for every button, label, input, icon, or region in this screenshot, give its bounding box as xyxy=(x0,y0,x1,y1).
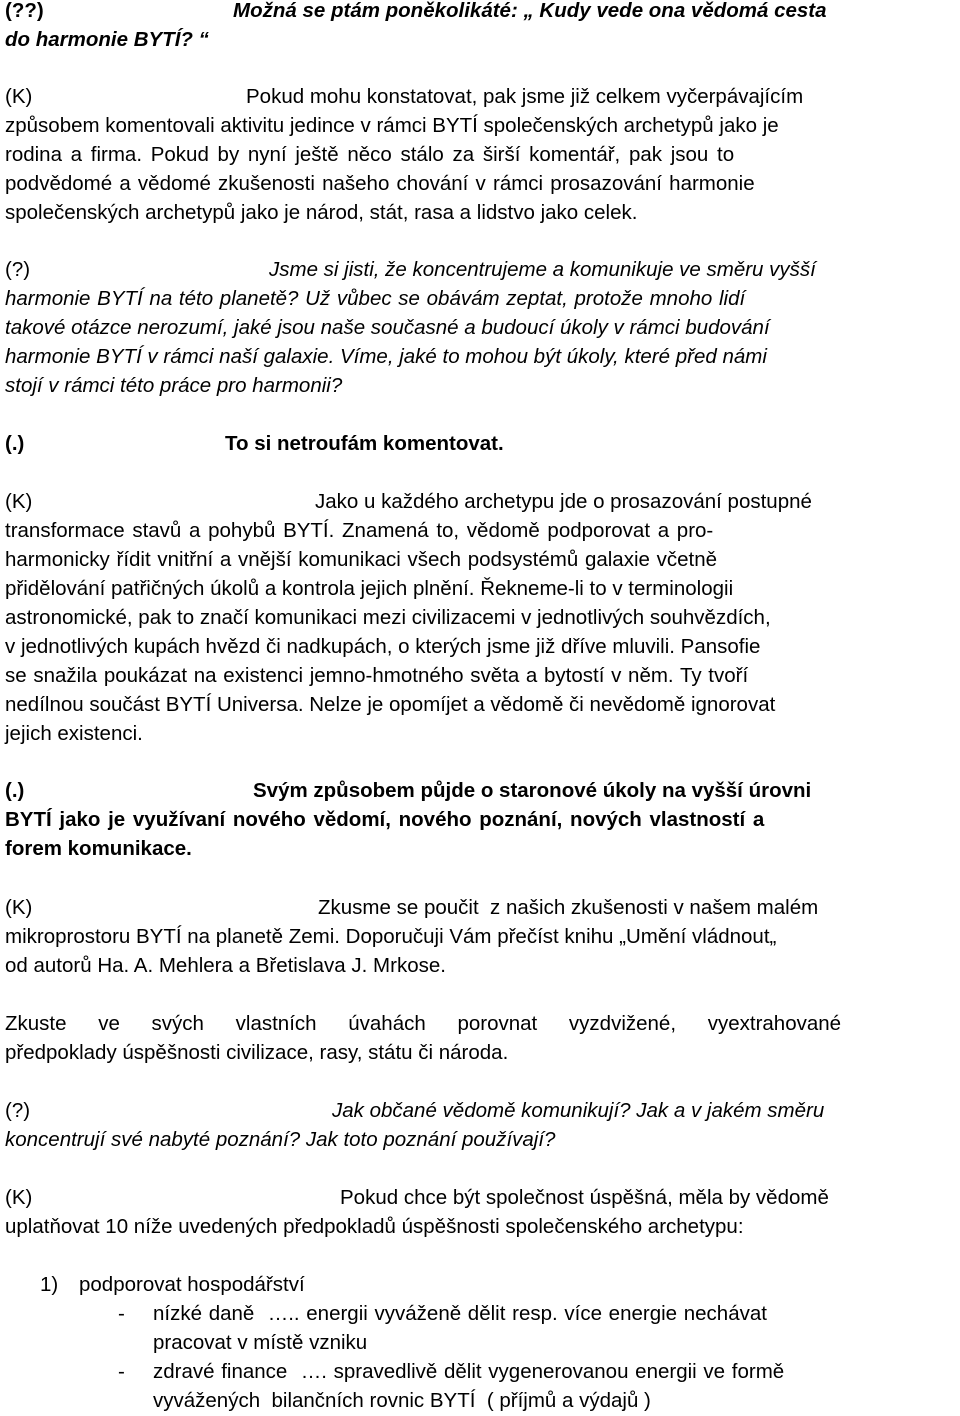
paragraph-question-1 xyxy=(5,0,955,54)
text-line: takové otázce nerozumí, jaké jsou naše současné a budoucí úkoly v rámci budování xyxy=(5,316,770,339)
text-line: Jako u každého archetypu jde o prosazování postupné xyxy=(315,490,812,513)
text-line: zdravé finance …. spravedlivě dělit vygenerovanou energii ve formě xyxy=(153,1360,785,1383)
paragraph-answer-1 xyxy=(5,429,955,458)
text-line: vyvážených bilančních rovnic BYTÍ ( příjmů a výdajů ) xyxy=(153,1389,651,1412)
text-line: Jak občané vědomě komunikují? Jak a v jakém směru xyxy=(332,1099,825,1122)
text-line: jejich existenci. xyxy=(5,722,143,745)
text-line: forem komunikace. xyxy=(5,837,192,860)
speaker-tag: (K) xyxy=(5,85,33,108)
text-line: To si netroufám komentovat. xyxy=(225,432,504,455)
paragraph-answer-2 xyxy=(5,776,955,863)
paragraph-question-3 xyxy=(5,1096,955,1154)
sub-list-item xyxy=(5,1357,955,1386)
paragraph-question-2 xyxy=(5,255,955,400)
speaker-tag: (K) xyxy=(5,490,33,513)
dash-bullet: - xyxy=(118,1302,125,1325)
text-line: mikroprostoru BYTÍ na planetě Zemi. Doporučuji Vám přečíst knihu „Umění vládnout„ xyxy=(5,925,777,948)
paragraph-comment-4 xyxy=(5,1183,955,1241)
list-item xyxy=(5,1270,955,1299)
paragraph-comment-1 xyxy=(5,82,955,227)
paragraph-plain xyxy=(5,1009,955,1067)
dash-bullet: - xyxy=(118,1360,125,1383)
text-line: koncentrují své nabyté poznání? Jak toto poznání používají? xyxy=(5,1128,556,1151)
speaker-tag: (.) xyxy=(5,432,25,455)
text-line: Zkusme se poučit z našich zkušenosti v našem malém xyxy=(318,896,819,919)
text-line: se snažila poukázat na existenci jemno-hmotného světa a bytostí v něm. Ty tvoří xyxy=(5,664,749,687)
speaker-tag: (?) xyxy=(5,258,31,281)
text-line: Svým způsobem půjde o staronové úkoly na vyšší úrovni xyxy=(253,779,812,802)
text-line: harmonie BYTÍ v rámci naší galaxie. Víme, jaké to mohou být úkoly, které před námi xyxy=(5,345,767,368)
text-line: stojí v rámci této práce pro harmonii? xyxy=(5,374,343,397)
text-line: do harmonie BYTÍ? “ xyxy=(5,28,209,51)
text-line: společenských archetypů jako je národ, stát, rasa a lidstvo jako celek. xyxy=(5,201,638,224)
text-line: Zkuste ve svých vlastních úvahách porovnat vyzdvižené, vyextrahované xyxy=(5,1012,842,1035)
text-line: nedílnou součást BYTÍ Universa. Nelze je opomíjet a vědomě či nevědomě ignorovat xyxy=(5,693,776,716)
text-line: BYTÍ jako je využívaní nového vědomí, nového poznání, nových vlastností a xyxy=(5,808,765,831)
numbered-list xyxy=(5,1270,955,1415)
text-line: předpoklady úspěšnosti civilizace, rasy, státu či národa. xyxy=(5,1041,509,1064)
speaker-tag: (K) xyxy=(5,896,33,919)
list-number: 1) xyxy=(40,1273,59,1296)
text-line: Jsme si jisti, že koncentrujeme a komunikuje ve směru vyšší xyxy=(269,258,816,281)
text-line: přidělování patřičných úkolů a kontrola jejich plnění. Řekneme-li to v terminologii xyxy=(5,577,734,600)
text-line: harmonicky řídit vnitřní a vnější komunikaci všech podsystémů galaxie včetně xyxy=(5,548,718,571)
list-item-label: podporovat hospodářství xyxy=(79,1273,305,1296)
text-line: od autorů Ha. A. Mehlera a Břetislava J. Mrkose. xyxy=(5,954,446,977)
text-line: v jednotlivých kupách hvězd či nadkupách, o kterých jsme již dříve mluvili. Pansofie xyxy=(5,635,761,658)
speaker-tag: (K) xyxy=(5,1186,33,1209)
sub-list-item xyxy=(5,1299,955,1328)
speaker-tag: (?) xyxy=(5,1099,31,1122)
text-line: Pokud mohu konstatovat, pak jsme již celkem vyčerpávajícím xyxy=(246,85,804,108)
text-line: Možná se ptám poněkolikáté: „ Kudy vede ona vědomá cesta xyxy=(233,0,827,22)
text-line: nízké daně ….. energii vyváženě dělit resp. více energie nechávat xyxy=(153,1302,767,1325)
text-line: Pokud chce být společnost úspěšná, měla by vědomě xyxy=(340,1186,829,1209)
text-line: harmonie BYTÍ na této planetě? Už vůbec se obávám zeptat, protože mnoho lidí xyxy=(5,287,746,310)
text-line: transformace stavů a pohybů BYTÍ. Znamená to, vědomě podporovat a pro- xyxy=(5,519,714,542)
paragraph-comment-2 xyxy=(5,487,955,748)
text-line: astronomické, pak to značí komunikaci mezi civilizacemi v jednotlivých souhvězdích, xyxy=(5,606,771,629)
text-line: pracovat v místě vzniku xyxy=(153,1331,368,1354)
text-line: podvědomé a vědomé zkušenosti našeho chování v rámci prosazování harmonie xyxy=(5,172,755,195)
text-line: způsobem komentovali aktivitu jedince v rámci BYTÍ společenských archetypů jako je xyxy=(5,114,779,137)
speaker-tag: (??) xyxy=(5,0,44,22)
speaker-tag: (.) xyxy=(5,779,25,802)
paragraph-comment-3 xyxy=(5,893,955,980)
text-line: rodina a firma. Pokud by nyní ještě něco stálo za širší komentář, pak jsou to xyxy=(5,143,735,166)
text-line: uplatňovat 10 níže uvedených předpokladů úspěšnosti společenského archetypu: xyxy=(5,1215,744,1238)
